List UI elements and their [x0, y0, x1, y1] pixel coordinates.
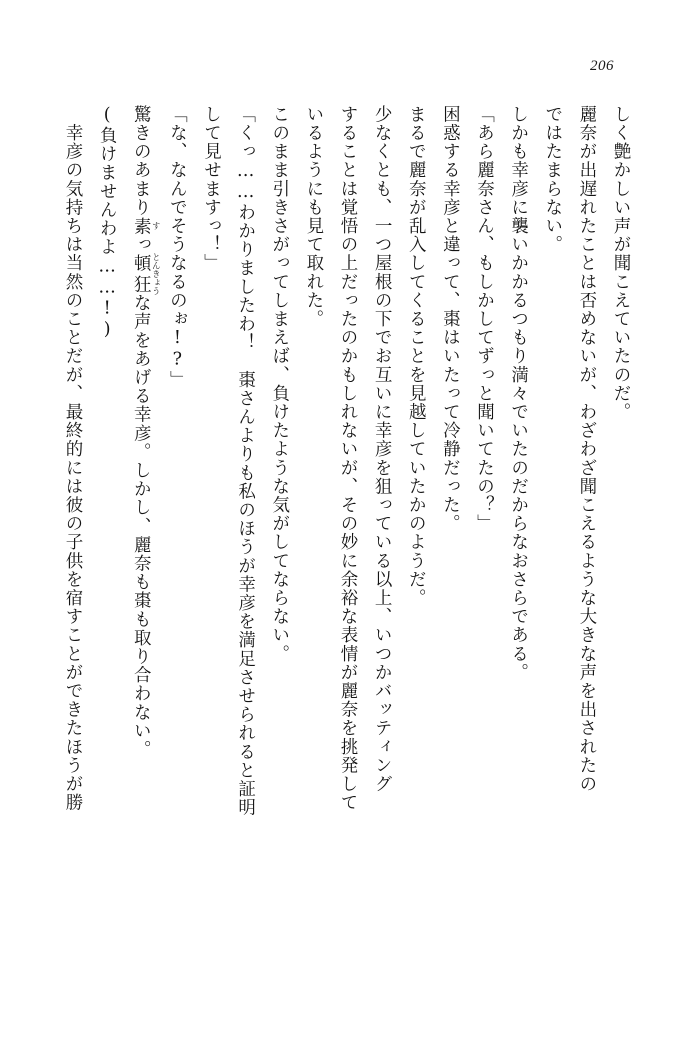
ruby-su: [131, 216, 161, 236]
ruby-tonkyou: [131, 252, 161, 296]
text-line: 困惑する幸彦と違って、棗はいたって冷静だった。: [440, 105, 461, 533]
ruby-line-part-1: 驚きのあまり: [131, 105, 152, 217]
ruby-base: 素: [131, 216, 152, 236]
ruby-base: 頓狂: [131, 252, 152, 295]
text-line: しかも幸彦に襲いかかるつもり満々でいたのだからなおさらである。: [508, 105, 529, 682]
text-line: しく艶かしい声が聞こえていたのだ。: [611, 105, 631, 422]
text-line: 少なくとも、一つ屋根の下でお互いに幸彦を狙っている以上、いつかバッティング: [372, 105, 393, 794]
ruby-line-part-2: っ: [131, 235, 152, 254]
text-line: (負けませんわよ……!): [97, 105, 118, 341]
text-line: 「な、なんでそうなるのぉ!?」: [167, 105, 188, 389]
text-line: 麗奈が出遅れたことは否めないが、わざわざ聞こえるような大きな声を出されたの: [576, 105, 597, 794]
text-line: ではたまらない。: [542, 105, 563, 254]
text-line: 「くっ……わかりましたわ！ 棗さんよりも私のほうが幸彦を満足させられると証明: [235, 105, 256, 817]
text-line: 「あら麗奈さん、もしかしてずっと聞いてたの？」: [474, 105, 495, 533]
text-line: して見せますっ！」: [201, 105, 222, 273]
text-line: することは覚悟の上だったのかもしれないが、その妙に余裕な表情が麗奈を挑発して: [338, 105, 358, 812]
ruby-reading: とんきょう: [150, 252, 161, 296]
text-line: まるで麗奈が乱入してくることを見越していたかのようだ。: [406, 105, 427, 608]
text-line: いるようにも見て取れた。: [303, 105, 324, 329]
page-number: 206: [590, 58, 614, 74]
ruby-reading: す: [150, 216, 161, 236]
ruby-line-part-3: な声をあげる幸彦。しかし、麗奈も棗も取り合わない。: [131, 293, 152, 759]
body-text: [62, 105, 638, 975]
text-line: 幸彦の気持ちは当然のことだが、最終的には彼の子供を宿すことができたほうが勝: [63, 105, 83, 812]
text-line-with-ruby: [124, 105, 160, 975]
text-line: このまま引きさがってしまえば、負けたような気がしてならない。: [269, 105, 290, 663]
